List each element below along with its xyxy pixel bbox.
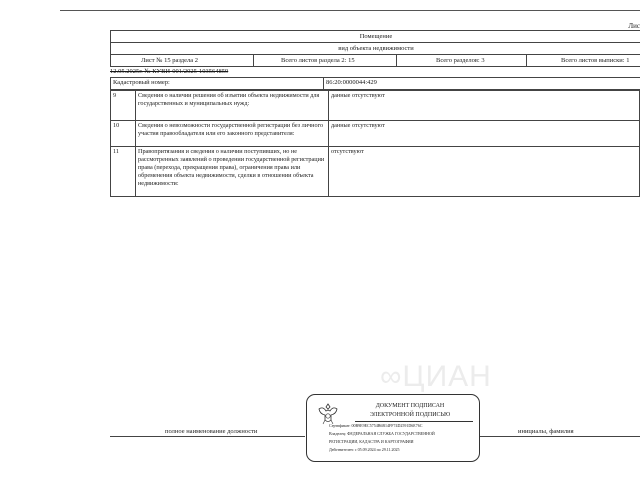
sheet-info-divider-1 [253, 55, 254, 66]
initials-caption: инициалы, фамилия [518, 428, 574, 435]
top-border-line [60, 10, 640, 11]
section-subtitle: вид объекта недвижимости [111, 43, 640, 55]
row-number: 10 [111, 121, 136, 147]
stamp-certificate: Сертификат: 00B9E9EC5754B6B14FF74D2591D6E76C [329, 423, 423, 428]
stamp-separator [355, 421, 473, 422]
row-value: данные отсутствуют [329, 91, 640, 121]
table-row [111, 147, 640, 197]
cadastral-label: Кадастровый номер: [113, 79, 170, 86]
row-number: 9 [111, 91, 136, 121]
position-caption: полное наименование должности [165, 428, 258, 435]
table-row [111, 91, 640, 121]
total-sections: Всего разделов: 3 [436, 57, 485, 64]
sheet-info-row [110, 54, 640, 67]
section-header [110, 30, 640, 55]
table-row [111, 121, 640, 147]
stamp-owner-continued: РЕГИСТРАЦИИ, КАДАСТРА И КАРТОГРАФИИ [329, 439, 414, 444]
row-description: Сведения о невозможности государственной регистрации без личного участия правообладателя или его законного представителя: [136, 121, 329, 147]
watermark: ∞ЦИАН [380, 360, 492, 393]
stamp-owner: Владелец: ФЕДЕРАЛЬНАЯ СЛУЖБА ГОСУДАРСТВЕННОЙ [329, 431, 435, 436]
row-description: Сведения о наличии решения об изъятии объекта недвижимости для государственных и муниципальных нужд: [136, 91, 329, 121]
sheet-label: Лист № 15 раздела 2 [141, 57, 198, 64]
cadastral-row [110, 77, 640, 90]
sheet-info-divider-3 [526, 55, 527, 66]
details-table [110, 90, 640, 197]
sheet-info-divider-2 [396, 55, 397, 66]
corner-sheet-label: Лис [628, 22, 640, 30]
row-description: Правопритязания и сведения о наличии поступивших, но не рассмотренных заявлений о проведении государственной регистрации права (перехода, прекращения права), ограничения права или обременения объекта недвижимости, сделки в отношении объекта недвижимости: [136, 147, 329, 197]
row-value: данные отсутствуют [329, 121, 640, 147]
section-title: Помещение [111, 31, 640, 43]
total-sheets-section: Всего листов раздела 2: 15 [281, 57, 355, 64]
stamp-title-line1: ДОКУМЕНТ ПОДПИСАН [375, 403, 445, 409]
position-signature-line [110, 436, 305, 437]
total-sheets-extract: Всего листов выписки: 1 [561, 57, 630, 64]
row-value: отсутствуют [329, 147, 640, 197]
cadastral-value: 86:20:0000044:429 [326, 79, 377, 86]
stamp-validity: Действителен: с 05.09.2024 по 29.11.2025 [329, 447, 400, 452]
electronic-signature-stamp [306, 394, 480, 462]
initials-signature-line [480, 436, 640, 437]
registration-number: 12.05.2025г. № КУВИ-001/2025-103564859 [110, 68, 229, 75]
stamp-title-line2: ЭЛЕКТРОННОЙ ПОДПИСЬЮ [369, 412, 451, 418]
cadastral-divider [323, 78, 324, 89]
row-number: 11 [111, 147, 136, 197]
